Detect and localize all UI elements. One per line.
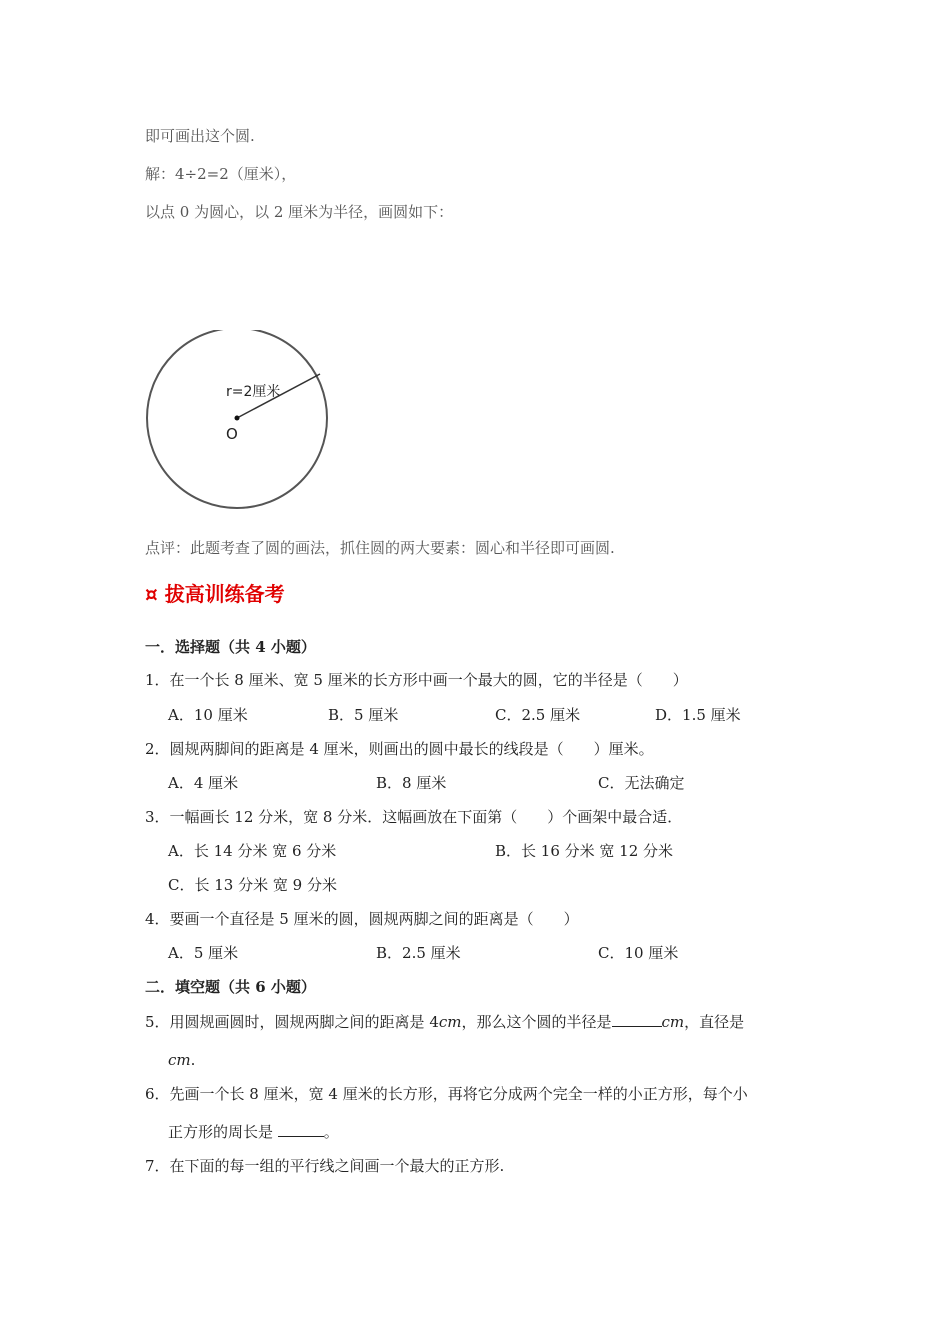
solution-line-1: 即可画出这个圆. (145, 127, 255, 145)
solution-line-2: 解：4÷2=2（厘米）， (145, 165, 297, 183)
q3-option-a: A．长 14 分米 宽 6 分米 (168, 842, 337, 860)
q3-option-c: C．长 13 分米 宽 9 分米 (168, 876, 337, 894)
q5-part3: ，直径是 (684, 1013, 745, 1031)
question-3: 3．一幅画长 12 分米，宽 8 分米．这幅画放在下面第（ ）个画架中最合适． (145, 808, 683, 826)
circle-figure (140, 330, 340, 514)
solution-line-3: 以点 0 为圆心，以 2 厘米为半径，画圆如下： (145, 203, 454, 221)
q5-unit: cm (438, 1013, 462, 1031)
q2-option-b: B．8 厘米 (376, 774, 447, 792)
q5-part2: ，那么这个圆的半径是 (461, 1013, 612, 1031)
q6-blank[interactable] (278, 1122, 324, 1137)
q1-option-c: C．2.5 厘米 (495, 706, 581, 724)
q6-line2-end: 。 (323, 1123, 339, 1141)
question-4: 4．要画一个直径是 5 厘米的圆，圆规两脚之间的距离是（ ） (145, 910, 579, 928)
question-6: 6．先画一个长 8 厘米，宽 4 厘米的长方形，再将它分成两个完全一样的小正方形，每个小 (145, 1085, 748, 1103)
q1-option-a: A．10 厘米 (168, 706, 248, 724)
q4-option-c: C．10 厘米 (598, 944, 679, 962)
q4-option-a: A．5 厘米 (168, 944, 239, 962)
center-point (235, 416, 240, 421)
question-2: 2．圆规两脚间的距离是 4 厘米，则画出的圆中最长的线段是（ ）厘米。 (145, 740, 654, 758)
q2-option-a: A．4 厘米 (168, 774, 239, 792)
q4-option-b: B．2.5 厘米 (376, 944, 461, 962)
question-7: 7．在下面的每一组的平行线之间画一个最大的正方形. (145, 1157, 505, 1175)
q5-blank-radius[interactable] (612, 1012, 662, 1027)
question-5-cont (168, 1050, 195, 1070)
comment: 点评：此题考查了圆的画法，抓住圆的两大要素：圆心和半径即可画圆. (145, 539, 615, 557)
q1-option-b: B．5 厘米 (328, 706, 399, 724)
radius-label: r=2厘米 (226, 384, 281, 400)
section2-title: 二．填空题（共 6 小题） (145, 978, 316, 996)
center-label: O (226, 425, 238, 443)
q5-part1: 5．用圆规画圆时，圆规两脚之间的距离是 4 (145, 1013, 439, 1031)
q6-line2: 正方形的周长是 (168, 1123, 274, 1141)
q5-line2-unit: cm (168, 1051, 191, 1069)
section-header: ¤ 拔高训练备考 (145, 582, 285, 606)
question-1: 1．在一个长 8 厘米、宽 5 厘米的长方形中画一个最大的圆，它的半径是（ ） (145, 671, 688, 689)
q3-option-b: B．长 16 分米 宽 12 分米 (495, 842, 674, 860)
section1-title: 一．选择题（共 4 小题） (145, 638, 316, 656)
question-6-cont (168, 1122, 339, 1142)
question-5 (145, 1012, 744, 1032)
q5-line2-end: . (190, 1051, 196, 1069)
q2-option-c: C．无法确定 (598, 774, 685, 792)
q5-unit2: cm (661, 1013, 685, 1031)
q1-option-d: D．1.5 厘米 (655, 706, 741, 724)
